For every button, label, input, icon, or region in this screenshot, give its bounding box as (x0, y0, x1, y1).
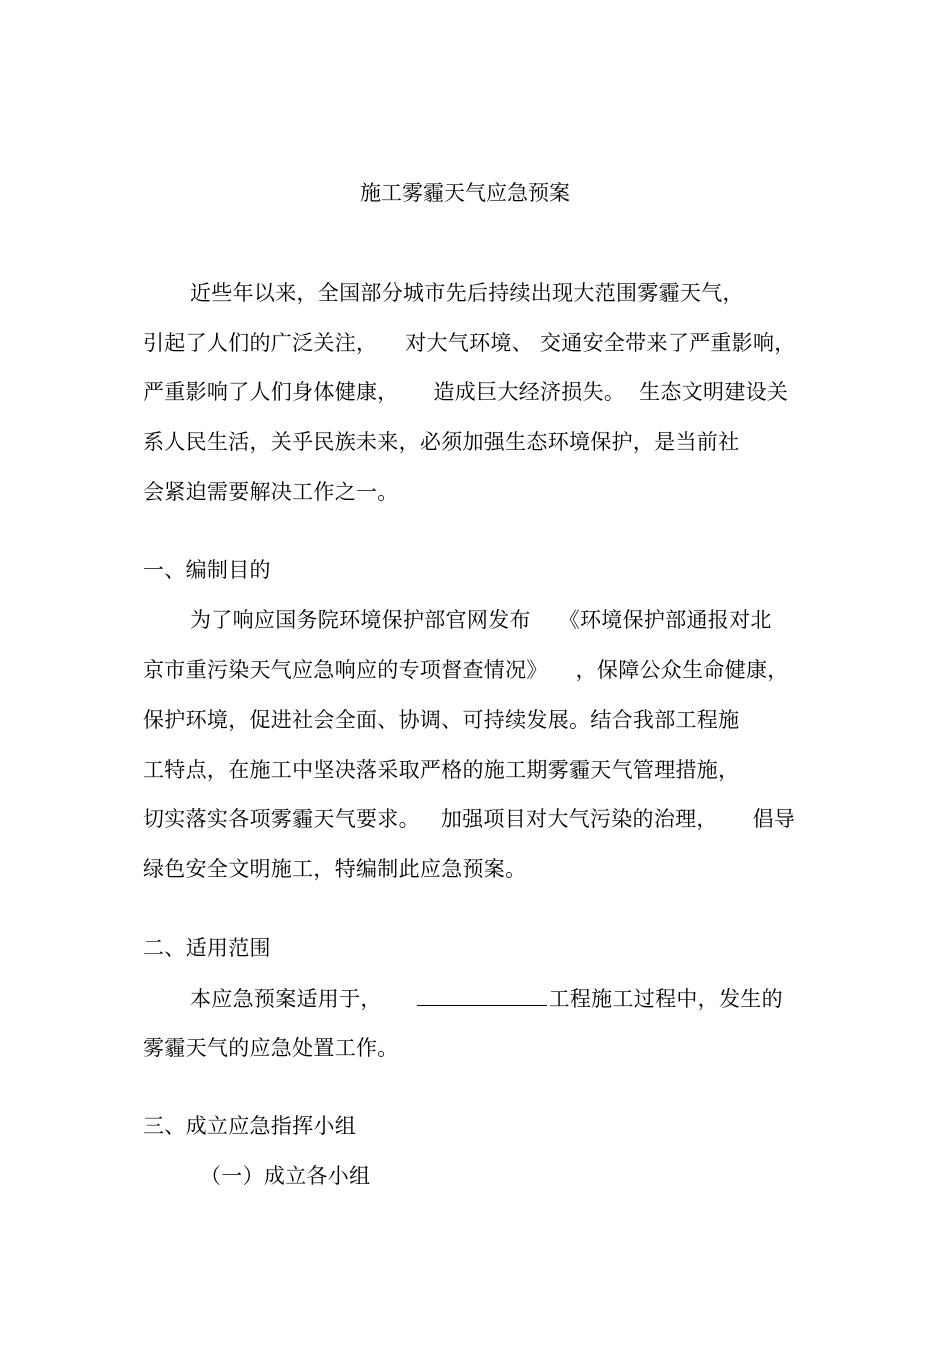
section-1-heading: 一、编制目的 (143, 558, 271, 582)
intro-line-2: 引起了人们的广泛关注， 对大气环境、 交通安全带来了严重影响， (143, 331, 796, 355)
intro-line-1: 近些年以来，全国部分城市先后持续出现大范围雾霾天气， (190, 281, 744, 305)
section-3-sub-1: （一）成立各小组 (200, 1164, 371, 1188)
section-1-line-3: 保护环境，促进社会全面、协调、可持续发展。结合我部工程施 (143, 708, 740, 732)
section-1-line-1: 为了响应国务院环境保护部官网发布 《环境保护部通报对北 (190, 608, 772, 632)
section-1-line-4: 工特点，在施工中坚决落采取严格的施工期雾霾天气管理措施， (143, 758, 740, 782)
section-2-line-2: 雾霾天气的应急处置工作。 (143, 1036, 399, 1060)
intro-line-5: 会紧迫需要解决工作之一。 (143, 480, 399, 504)
section-1-line-5: 切实落实各项雾霾天气要求。 加强项目对大气污染的治理， 倡导 (143, 807, 796, 831)
section-2-line-1-after: 工程施工过程中，发生的 (548, 987, 783, 1011)
section-2-line-1-before: 本应急预案适用于， (190, 987, 417, 1011)
intro-line-3: 严重影响了人们身体健康， 造成巨大经济损失。 生态文明建设关 (143, 380, 789, 404)
section-3-heading: 三、成立应急指挥小组 (143, 1114, 356, 1138)
project-name-blank (417, 983, 547, 1006)
section-2-heading: 二、适用范围 (143, 936, 271, 960)
section-1-line-6: 绿色安全文明施工，特编制此应急预案。 (143, 857, 527, 881)
intro-line-4: 系人民生活，关乎民族未来，必须加强生态环境保护，是当前社 (143, 430, 740, 454)
section-2-line-1 (190, 983, 783, 1014)
section-1-line-2: 京市重污染天气应急响应的专项督查情况》 ，保障公众生命健康， (143, 658, 789, 682)
document-title: 施工雾霾天气应急预案 (360, 181, 570, 205)
